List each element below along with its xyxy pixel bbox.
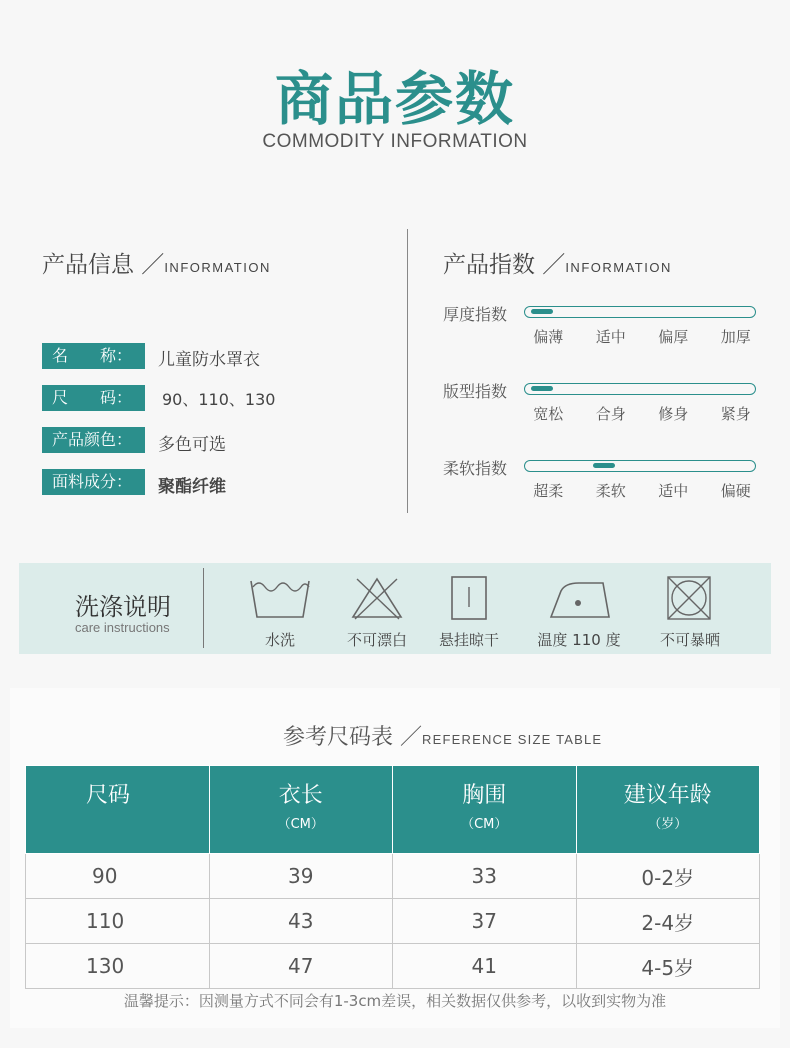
info-heading-text: 产品信息 <box>42 252 134 278</box>
hang-dry-icon <box>450 575 488 621</box>
table-cell: 41 <box>393 944 577 989</box>
level-label: 合身 <box>595 405 626 423</box>
indices-heading <box>443 246 672 279</box>
table-header-row <box>26 766 760 854</box>
wash-icon <box>249 575 311 621</box>
level-label: 紧身 <box>720 405 751 423</box>
indices-heading-text: 产品指数 <box>443 252 535 278</box>
index-name-softness: 柔软指数 <box>443 459 508 478</box>
col-age <box>576 766 760 854</box>
size-heading-text: 参考尺码表 <box>283 725 394 750</box>
care-label: 水洗 <box>264 631 295 649</box>
size-heading-en: REFERENCE SIZE TABLE <box>422 732 603 747</box>
col-unit: （CM） <box>277 817 324 832</box>
section-divider <box>407 229 408 513</box>
label-name: 名 称： <box>42 343 145 369</box>
level-label: 加厚 <box>720 328 751 346</box>
index-track-fit <box>524 383 756 395</box>
care-label: 不可暴晒 <box>659 631 720 649</box>
page-title: 商品参数 <box>274 65 515 133</box>
table-row <box>26 899 760 944</box>
size-table-heading <box>283 720 602 751</box>
index-marker <box>593 463 615 468</box>
index-levels-softness <box>517 480 767 501</box>
care-title: 洗涤说明 <box>75 593 171 621</box>
index-levels-thickness <box>517 326 767 347</box>
label-material: 面料成分： <box>42 469 145 495</box>
col-chest <box>393 766 577 854</box>
info-heading-en: INFORMATION <box>164 260 271 275</box>
level-label: 修身 <box>658 405 689 423</box>
index-marker <box>531 309 553 314</box>
level-label: 偏硬 <box>720 482 751 500</box>
level-label: 适中 <box>658 482 689 500</box>
care-label: 不可漂白 <box>346 631 407 649</box>
table-cell: 0-2岁 <box>576 854 760 899</box>
slash-divider: ／ <box>535 252 566 278</box>
care-subtitle: care instructions <box>75 620 170 635</box>
index-name-fit: 版型指数 <box>443 382 508 401</box>
care-label: 温度 110 度 <box>537 631 621 649</box>
size-note: 温馨提示：因测量方式不同会有1-3cm差误，相关数据仅供参考，以收到实物为准 <box>123 992 667 1010</box>
value-size: 90、110、130 <box>162 390 276 409</box>
index-track-thickness <box>524 306 756 318</box>
table-row <box>26 944 760 989</box>
table-cell: 4-5岁 <box>576 944 760 989</box>
care-label: 悬挂晾干 <box>438 631 499 649</box>
table-row <box>26 854 760 899</box>
indices-heading-en: INFORMATION <box>565 260 672 275</box>
table-cell: 39 <box>209 854 393 899</box>
col-label: 胸围 <box>462 783 507 808</box>
value-material: 聚酯纤维 <box>158 477 226 497</box>
col-label: 建议年龄 <box>623 783 712 808</box>
col-unit: （岁） <box>648 817 688 832</box>
col-unit: （CM） <box>461 817 508 832</box>
level-label: 柔软 <box>595 482 626 500</box>
col-length <box>209 766 393 854</box>
table-cell: 47 <box>209 944 393 989</box>
table-cell: 110 <box>26 899 210 944</box>
col-label: 衣长 <box>278 783 323 808</box>
label-size: 尺 码： <box>42 385 145 411</box>
info-heading <box>42 246 271 279</box>
table-cell: 90 <box>26 854 210 899</box>
index-levels-fit <box>517 403 767 424</box>
index-name-thickness: 厚度指数 <box>443 305 508 324</box>
no-sun-dry-icon <box>664 575 714 621</box>
label-color: 产品颜色： <box>42 427 145 453</box>
no-bleach-icon <box>351 575 403 621</box>
index-marker <box>531 386 553 391</box>
level-label: 超柔 <box>533 482 564 500</box>
col-label: 尺码 <box>86 783 131 808</box>
table-cell: 43 <box>209 899 393 944</box>
iron-icon <box>545 575 613 621</box>
table-cell: 130 <box>26 944 210 989</box>
table-cell: 37 <box>393 899 577 944</box>
index-track-softness <box>524 460 756 472</box>
slash-divider: ／ <box>134 252 165 278</box>
level-label: 偏薄 <box>533 328 564 346</box>
level-label: 偏厚 <box>658 328 689 346</box>
table-cell: 2-4岁 <box>576 899 760 944</box>
value-color: 多色可选 <box>158 435 226 455</box>
level-label: 适中 <box>595 328 626 346</box>
care-divider <box>203 568 204 648</box>
col-size <box>26 766 210 854</box>
level-label: 宽松 <box>533 405 564 423</box>
size-table <box>25 765 760 989</box>
slash-divider: ／ <box>393 725 423 750</box>
page-subtitle: COMMODITY INFORMATION <box>262 131 528 152</box>
value-name: 儿童防水罩衣 <box>158 350 260 370</box>
table-cell: 33 <box>393 854 577 899</box>
